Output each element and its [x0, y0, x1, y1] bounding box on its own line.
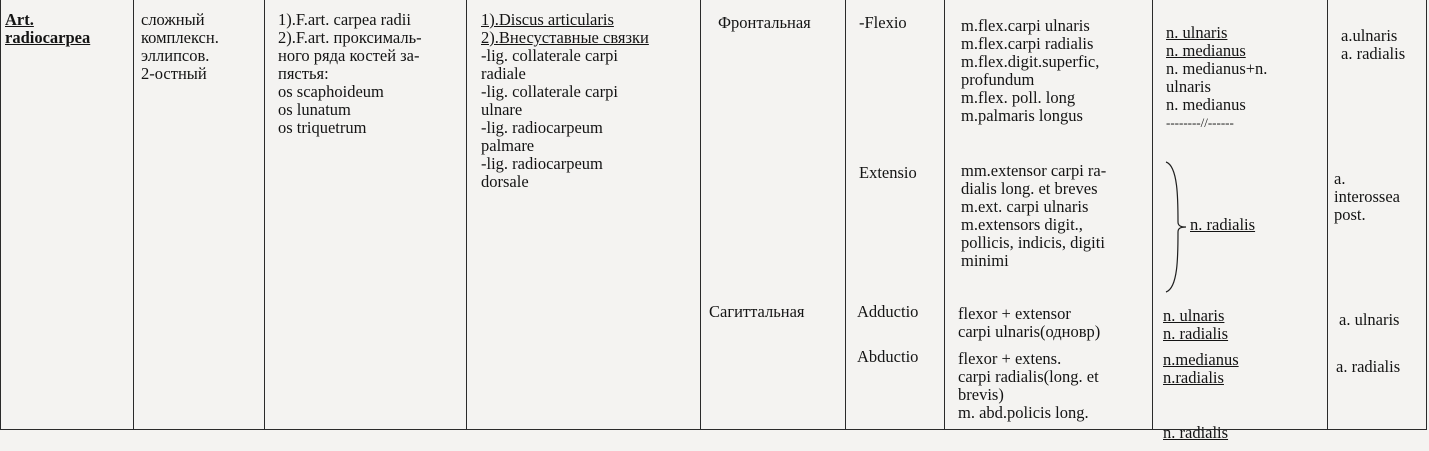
articular-surfaces: 1).F.art. carpea radii 2).F.art. проксималь- ного ряда костей за- пястья: os scaphoideum os lunatum os triquetrum — [278, 10, 422, 137]
column-border — [1426, 0, 1427, 430]
column-border — [1152, 0, 1153, 430]
column-border — [466, 0, 467, 430]
muscles-abductio: flexor + extens. carpi radialis(long. et brevis) m. abd.policis long. — [958, 349, 1099, 422]
nerves-adductio: n. ulnaris n. radialis — [1163, 306, 1229, 343]
auxiliary-apparatus: 1).Discus articularis 2).Внесуставные связки -lig. collaterale carpi radiale -lig. collaterale carpi ulnare -lig. radiocarpeum palmare -lig. radiocarpeum dorsale — [481, 10, 649, 191]
column-border — [1327, 0, 1328, 430]
axis-frontal: Фронтальная — [718, 13, 811, 32]
column-border — [700, 0, 701, 430]
nerves-flexio: n. ulnaris n. medianus n. medianus+n. ulnaris n. medianus --------//------ — [1166, 23, 1268, 130]
nerves-extensio: n. radialis — [1190, 215, 1256, 234]
axis-sagittal: Сагиттальная — [709, 302, 805, 321]
column-border — [133, 0, 134, 430]
movement-adductio: Adductio — [857, 302, 919, 321]
muscles-flexio: m.flex.carpi ulnaris m.flex.carpi radialis m.flex.digit.superfic, profundum m.flex. poll. long m.palmaris longus — [961, 16, 1100, 125]
nerves-abductio: n.medianus n.radialis — [1163, 350, 1239, 387]
arteries-extensio: a. interossea post. — [1334, 169, 1400, 224]
arteries-abductio: a. radialis — [1336, 357, 1401, 376]
column-border — [0, 0, 1, 430]
arteries-flexio: a.ulnaris a. radialis — [1341, 26, 1406, 63]
column-border — [845, 0, 846, 430]
muscles-extensio: mm.extensor carpi ra- dialis long. et breves m.ext. carpi ulnaris m.extensors digit., pollicis, indicis, digiti minimi — [961, 161, 1107, 270]
nerves-abductio-last: n. radialis — [1163, 423, 1229, 442]
arteries-adductio: a. ulnaris — [1339, 310, 1400, 329]
brace-icon — [1160, 160, 1190, 294]
column-border — [264, 0, 265, 430]
movement-abductio: Abductio — [857, 347, 919, 366]
joint-name: Art. radiocarpea — [5, 10, 91, 47]
muscles-adductio: flexor + extensor carpi ulnaris(одновр) — [958, 304, 1101, 341]
column-border — [944, 0, 945, 430]
joint-type: сложный комплексн. эллипсов. 2-остный — [141, 10, 219, 83]
movement-extensio: Extensio — [859, 163, 917, 182]
movement-flexio: -Flexio — [859, 13, 907, 32]
